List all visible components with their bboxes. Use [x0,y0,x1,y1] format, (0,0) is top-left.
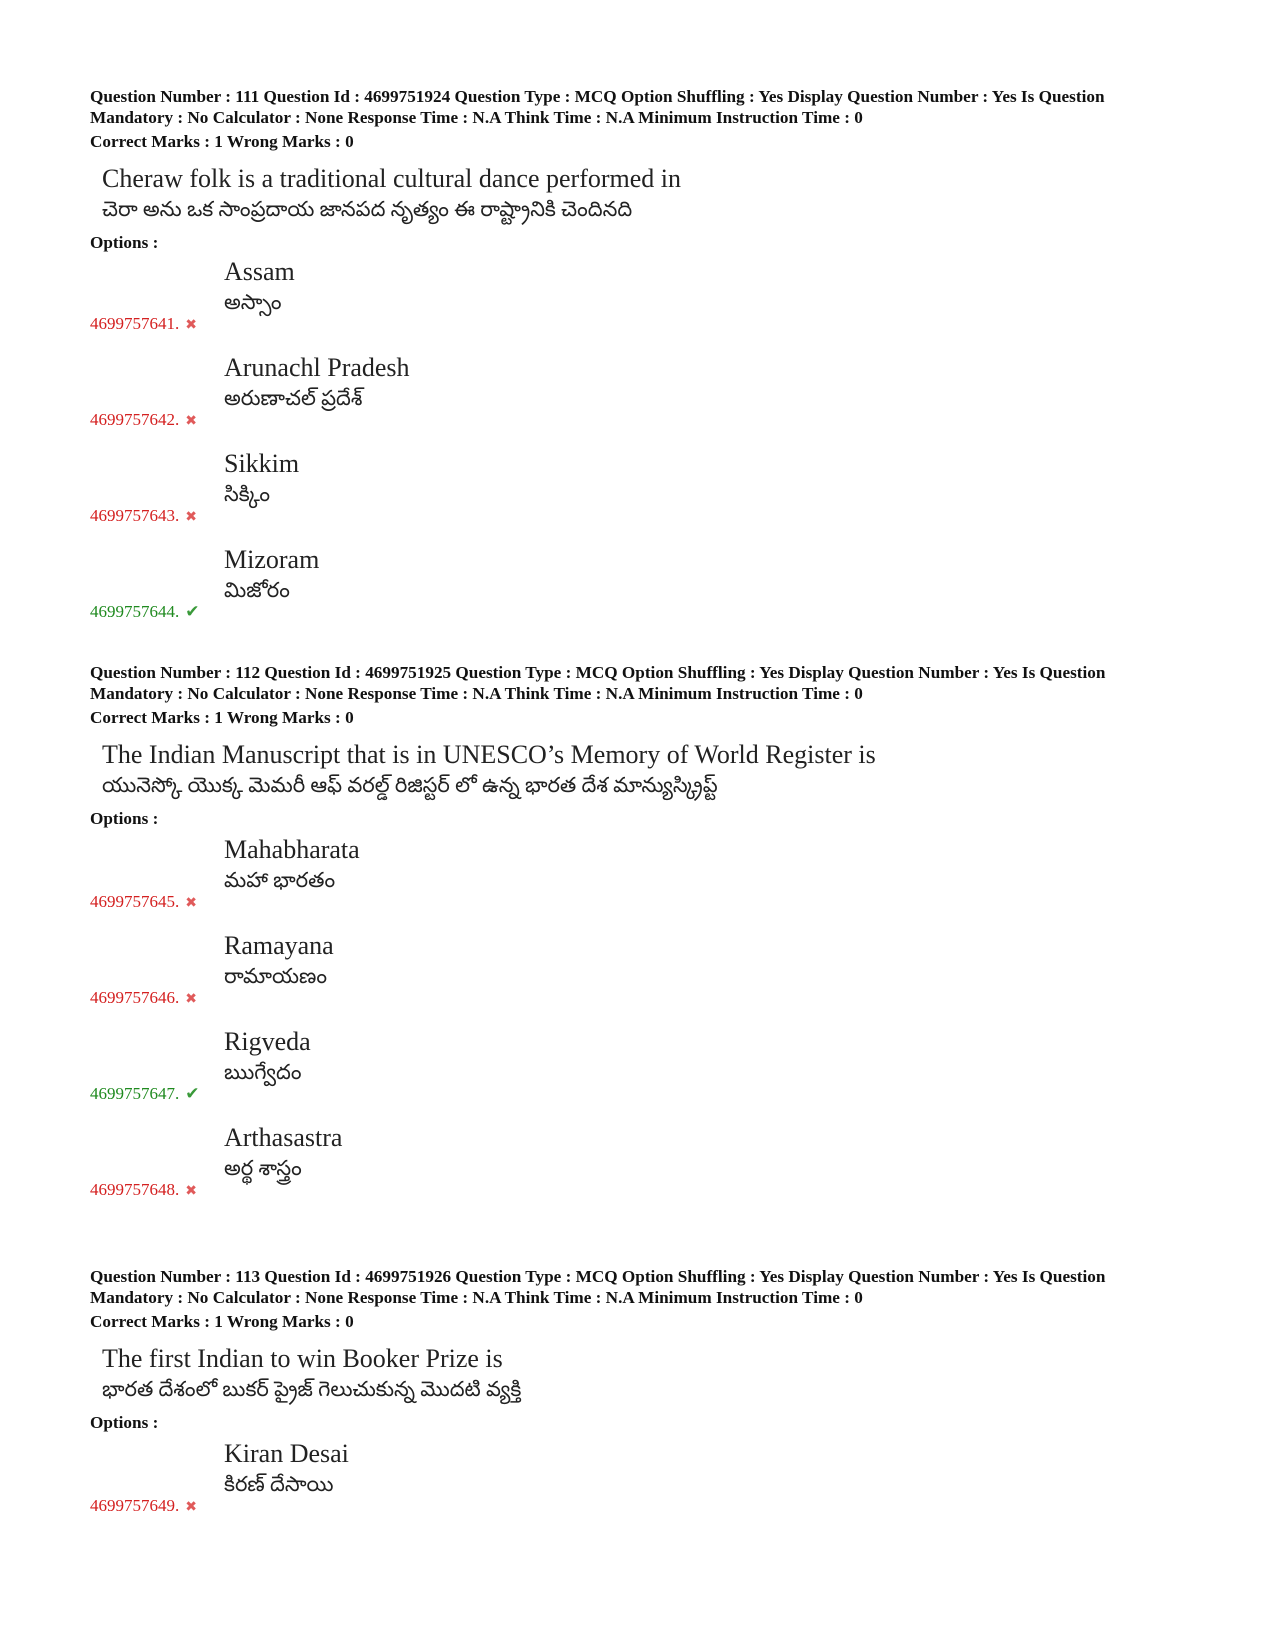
option-text [224,1438,349,1498]
option-item-correct [90,544,1200,640]
question-meta-line: Question Number : 113 Question Id : 4699751926 Question Type : MCQ Option Shuffling : Yes Display Question Number : Yes Is Question [90,1267,1106,1286]
option-item [90,352,1200,448]
question-text-telugu: చెరా అను ఒక సాంప్రదాయ జానపద నృత్యం ఈ రాష్ట్రానికి చెందినది [102,197,633,221]
option-text [224,834,360,894]
option-text-telugu: మహా భారతం [224,868,336,892]
question-text [90,164,1200,224]
question-meta-line: Mandatory : No Calculator : None Response Time : N.A Think Time : N.A Minimum Instruction Time : 0 [90,108,863,127]
option-text-english: Sikkim [224,449,300,478]
question-text [90,1344,1200,1404]
question-text-telugu: భారత దేశంలో బుకర్ ప్రైజ్ గెలుచుకున్న మొదటి వ్యక్తి [102,1377,522,1401]
option-text [224,448,299,508]
question-block [90,1266,1200,1534]
option-id: 4699757646. ✖ [90,988,197,1007]
cross-icon: ✖ [185,414,197,429]
option-id: 4699757643. ✖ [90,506,197,525]
options-label: Options : [90,1413,159,1432]
cross-icon: ✖ [185,992,197,1007]
cross-icon: ✖ [185,1184,197,1199]
option-text [224,256,295,316]
option-id: 4699757648. ✖ [90,1180,197,1199]
option-text-telugu: అరుణాచల్ ప్రదేశ్ [224,386,363,410]
question-marks: Correct Marks : 1 Wrong Marks : 0 [90,1312,354,1331]
option-text-telugu: అర్థ శాస్త్రం [224,1156,302,1180]
option-text [224,930,334,990]
option-text-telugu: ఋగ్వేదం [224,1060,302,1084]
question-text-english: Cheraw folk is a traditional cultural dance performed in [102,164,682,193]
question-meta-line: Question Number : 112 Question Id : 4699751925 Question Type : MCQ Option Shuffling : Yes Display Question Number : Yes Is Question [90,663,1106,682]
option-text-english: Kiran Desai [224,1439,349,1468]
option-id: 4699757642. ✖ [90,410,197,429]
question-meta-line: Mandatory : No Calculator : None Response Time : N.A Think Time : N.A Minimum Instruction Time : 0 [90,1288,863,1307]
check-icon: ✔ [185,602,200,621]
option-text-telugu: రామాయణం [224,964,327,988]
question-block [90,662,1200,1218]
option-item [90,930,1200,1026]
option-text-english: Assam [224,257,295,286]
question-marks: Correct Marks : 1 Wrong Marks : 0 [90,708,354,727]
option-id: 4699757649. ✖ [90,1496,197,1515]
option-item [90,834,1200,930]
option-text-english: Rigveda [224,1027,311,1056]
options-label: Options : [90,809,159,828]
option-item-correct [90,1026,1200,1122]
question-text-english: The first Indian to win Booker Prize is [102,1344,503,1373]
option-item [90,256,1200,352]
question-block [90,86,1200,640]
question-meta-line: Mandatory : No Calculator : None Response Time : N.A Think Time : N.A Minimum Instruction Time : 0 [90,684,863,703]
check-icon: ✔ [185,1084,200,1103]
question-marks: Correct Marks : 1 Wrong Marks : 0 [90,132,354,151]
option-item [90,448,1200,544]
option-text-english: Ramayana [224,931,334,960]
option-id: 4699757645. ✖ [90,892,197,911]
option-text-english: Arthasastra [224,1123,343,1152]
cross-icon: ✖ [185,318,197,333]
option-text-telugu: కిరణ్ దేసాయి [224,1472,334,1496]
cross-icon: ✖ [185,896,197,911]
option-text [224,1026,311,1086]
option-text-telugu: మిజోరం [224,578,290,602]
option-text-english: Mahabharata [224,835,360,864]
option-id: 4699757647. ✔ [90,1084,200,1103]
options-label: Options : [90,233,159,252]
option-text-telugu: అస్సాం [224,290,282,314]
question-meta-line: Question Number : 111 Question Id : 4699751924 Question Type : MCQ Option Shuffling : Yes Display Question Number : Yes Is Question [90,87,1105,106]
cross-icon: ✖ [185,510,197,525]
option-id: 4699757641. ✖ [90,314,197,333]
option-text-english: Mizoram [224,545,320,574]
option-text [224,544,319,604]
option-text [224,352,410,412]
option-text [224,1122,342,1182]
option-text-english: Arunachl Pradesh [224,353,410,382]
option-item [90,1122,1200,1218]
option-id: 4699757644. ✔ [90,602,200,621]
option-item [90,1438,1200,1534]
question-text-english: The Indian Manuscript that is in UNESCO’s Memory of World Register is [102,740,876,769]
option-text-telugu: సిక్కిం [224,482,270,506]
cross-icon: ✖ [185,1500,197,1515]
question-text [90,740,1200,800]
question-text-telugu: యునెస్కో యొక్క మెమరీ ఆఫ్ వరల్డ్ రిజిస్టర్ లో ఉన్న భారత దేశ మాన్యుస్క్రిప్ట్ [102,773,718,797]
